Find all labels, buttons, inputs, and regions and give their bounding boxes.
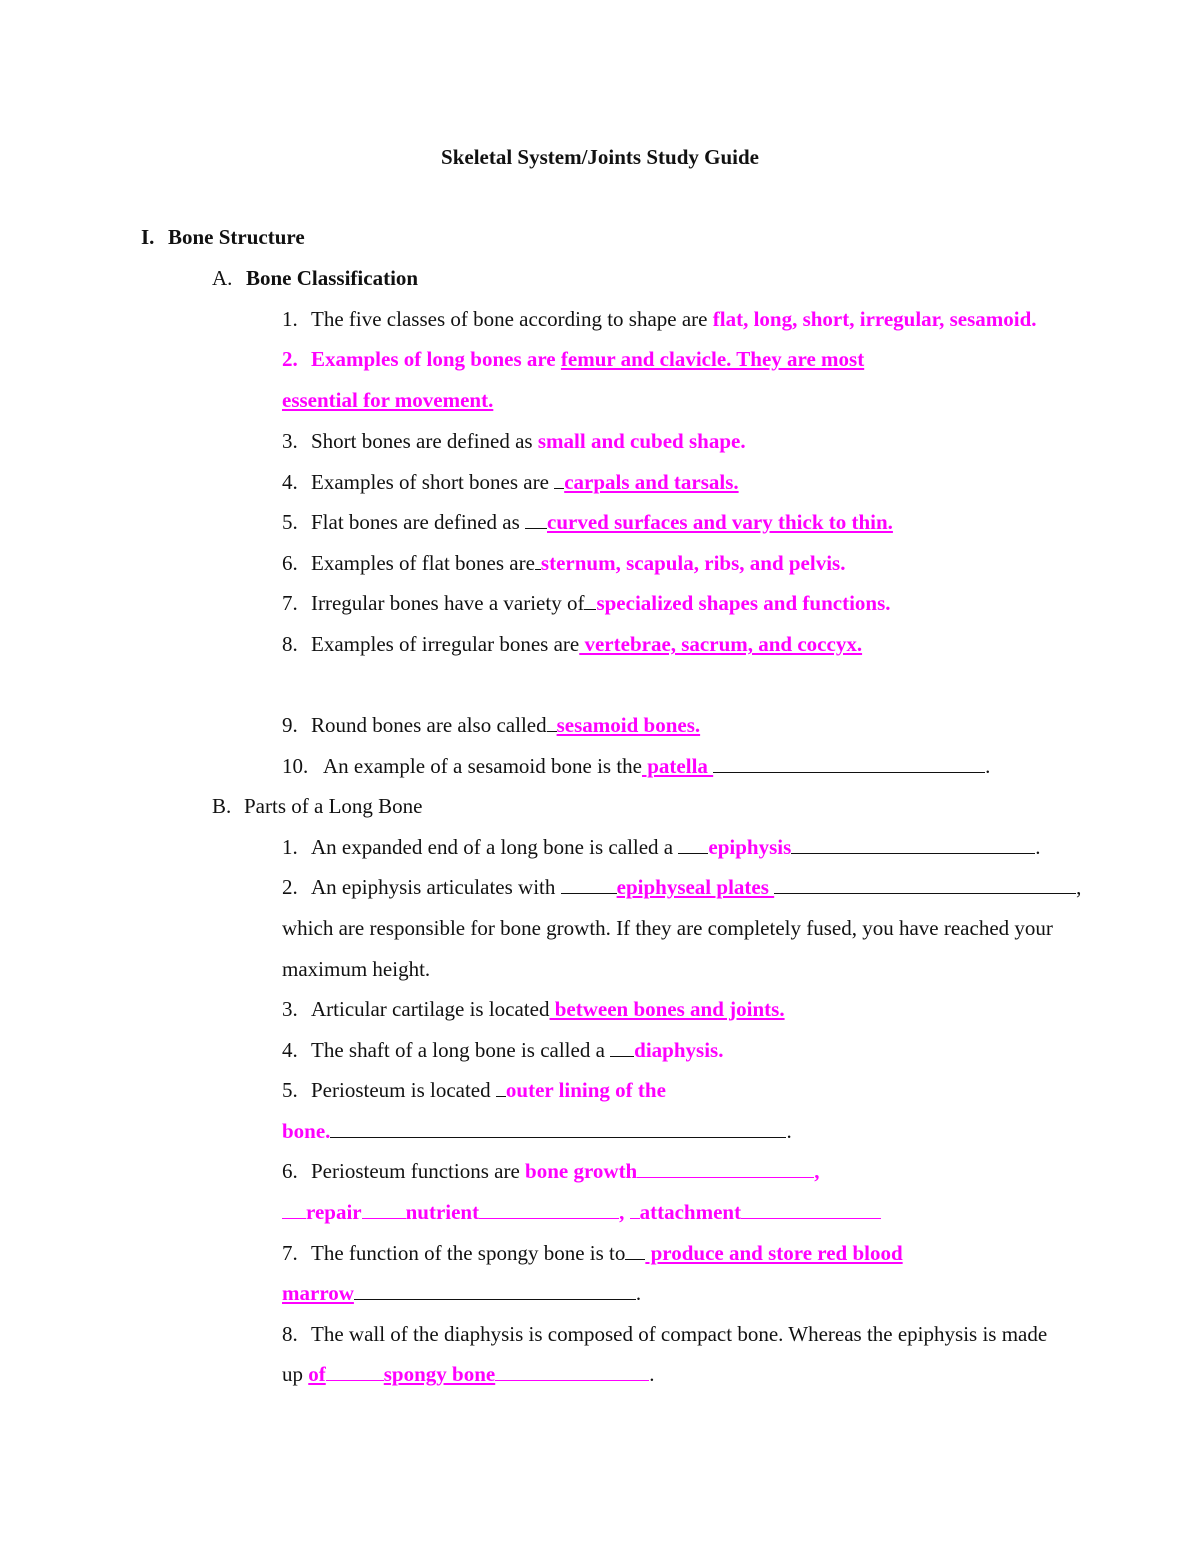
- question-b6: 6. Periosteum functions are bone growth ,: [282, 1159, 820, 1183]
- section-heading: I. Bone Structure: [141, 225, 305, 249]
- question-b8: 8. The wall of the diaphysis is composed of compact bone. Whereas the epiphysis is made: [282, 1322, 1048, 1346]
- question-b2-continued-2: maximum height.: [282, 957, 431, 981]
- answer: between bones and joints.: [549, 997, 785, 1021]
- question-b8-continued: up of spongy bone .: [282, 1362, 655, 1386]
- question-a2: 2. Examples of long bones are femur and clavicle. They are most: [282, 347, 865, 371]
- question-a2-continued: essential for movement.: [282, 388, 494, 412]
- answer: epiphyseal plates: [616, 875, 775, 899]
- question-a4: 4. Examples of short bones are carpals and tarsals.: [282, 470, 739, 494]
- question-b4: 4. The shaft of a long bone is called a diaphysis.: [282, 1038, 724, 1062]
- question-b3: 3. Articular cartilage is located between bones and joints.: [282, 997, 785, 1021]
- question-b6-continued: repair nutrient , attachment: [282, 1199, 881, 1225]
- answer: patella: [642, 754, 714, 778]
- answer: small and cubed shape.: [537, 429, 746, 453]
- question-b5-continued: bone. .: [282, 1119, 792, 1143]
- answer: vertebrae, sacrum, and coccyx.: [579, 632, 863, 656]
- answer: diaphysis.: [634, 1038, 724, 1062]
- question-a10: 10. An example of a sesamoid bone is the patella .: [282, 754, 991, 778]
- subsection-heading-a: A. Bone Classification: [212, 266, 419, 290]
- answer: produce and store red blood: [645, 1241, 903, 1265]
- page-title: Skeletal System/Joints Study Guide: [441, 145, 759, 169]
- answer: of: [308, 1362, 326, 1386]
- question-b1: 1. An expanded end of a long bone is called a epiphysis .: [282, 835, 1041, 859]
- question-a3: 3. Short bones are defined as small and cubed shape.: [282, 429, 746, 453]
- question-b7: 7. The function of the spongy bone is to produce and store red blood: [282, 1241, 903, 1265]
- question-a9: 9. Round bones are also called sesamoid bones.: [282, 713, 701, 737]
- question-b5: 5. Periosteum is located outer lining of the: [282, 1078, 666, 1102]
- answer: carpals and tarsals.: [564, 470, 739, 494]
- question-b2: 2. An epiphysis articulates with epiphyseal plates ,: [282, 875, 1082, 899]
- answer: curved surfaces and vary thick to thin.: [547, 510, 893, 534]
- question-a8: 8. Examples of irregular bones are vertebrae, sacrum, and coccyx.: [282, 632, 863, 656]
- answer: specialized shapes and functions.: [596, 591, 891, 615]
- question-a1: 1. The five classes of bone according to shape are flat, long, short, irregular, sesamoid.: [282, 307, 1037, 331]
- answer: epiphysis: [708, 835, 792, 859]
- question-a6: 6. Examples of flat bones are sternum, scapula, ribs, and pelvis.: [282, 551, 846, 575]
- answer: outer lining of the: [505, 1078, 666, 1102]
- answer: sesamoid bones.: [556, 713, 701, 737]
- subsection-heading-b: B. Parts of a Long Bone: [212, 794, 423, 818]
- answer: bone growth: [525, 1159, 638, 1183]
- answer: sternum, scapula, ribs, and pelvis.: [540, 551, 846, 575]
- answer: spongy bone: [383, 1362, 496, 1386]
- question-b2-continued: which are responsible for bone growth. If they are completely fused, you have reached your: [282, 916, 1053, 940]
- question-a5: 5. Flat bones are defined as curved surfaces and vary thick to thin.: [282, 510, 893, 534]
- answer: femur and clavicle. They are most: [560, 347, 865, 371]
- answer: flat, long, short, irregular, sesamoid.: [712, 307, 1037, 331]
- question-b7-continued: marrow .: [282, 1281, 642, 1305]
- question-a7: 7. Irregular bones have a variety of specialized shapes and functions.: [282, 591, 891, 615]
